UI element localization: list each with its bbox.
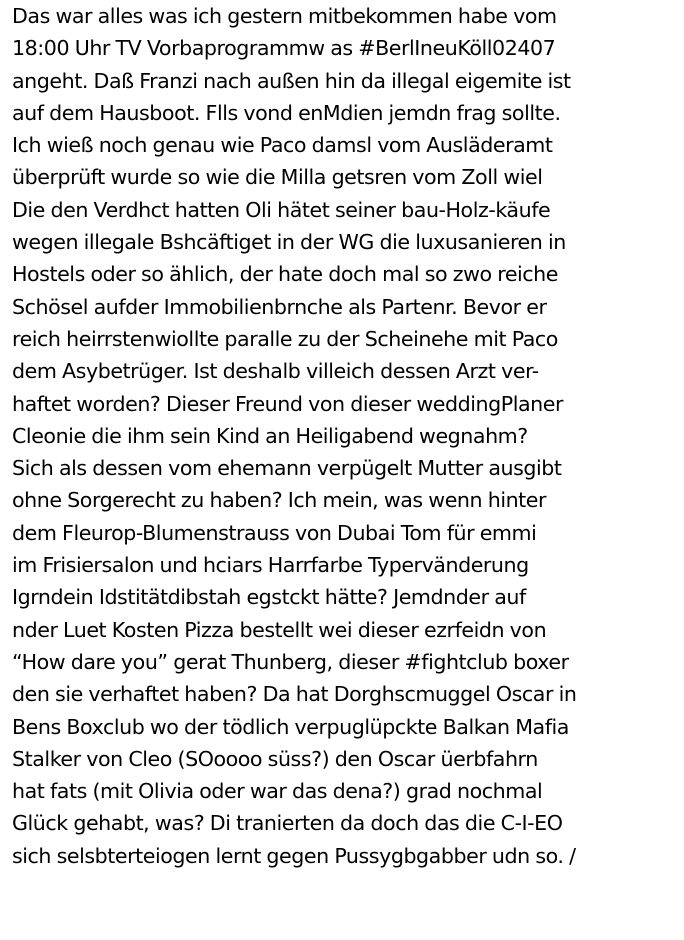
text-line-27: sich selsbterteiogen lernt gegen Pussygbgabber udn so. /	[12, 843, 576, 868]
text-line-12: dem Asybetrüger. Ist deshalb villeich dessen Arzt ver-	[12, 359, 539, 384]
text-line-20: nder Luet Kosten Pizza bestellt wei dieser ezrfeidn von	[12, 617, 547, 642]
text-line-4: auf dem Hausboot. Flls vond enMdien jemdn frag sollte.	[12, 100, 561, 125]
text-line-2: 18:00 Uhr TV Vorbaprogrammw as #BerlIneuKöll02407	[12, 36, 556, 61]
text-line-5: Ich wieß noch genau wie Paco damsl vom Ausläderamt	[12, 133, 553, 158]
text-line-6: überprüft wurde so wie die Milla getsren vom Zoll wiel	[12, 165, 543, 190]
text-line-17: dem Fleurop-Blumenstrauss von Dubai Tom für emmi	[12, 520, 537, 545]
text-line-8: wegen illegale Bshcäftiget in der WG die luxusanieren in	[12, 230, 566, 255]
text-line-21: “How dare you” gerat Thunberg, dieser #fightclub boxer	[12, 649, 569, 674]
text-line-3: angeht. Daß Franzi nach außen hin da illegal eigemite ist	[12, 68, 571, 93]
text-line-14: Cleonie die ihm sein Kind an Heiligabend wegnahm?	[12, 423, 528, 448]
text-line-25: hat fats (mit Olivia oder war das dena?) grad nochmal	[12, 779, 543, 804]
text-line-1: Das war alles was ich gestern mitbekommen habe vom	[12, 4, 557, 28]
text-line-24: Stalker von Cleo (SOoooo süss?) den Oscar üerbfahrn	[12, 746, 538, 771]
text-line-7: Die den Verdhct hatten Oli hätet seiner bau-Holz-käufe	[12, 197, 551, 222]
text-line-22: den sie verhaftet haben? Da hat Dorghscmuggel Oscar in	[12, 682, 577, 707]
text-line-11: reich heirrstenwiollte paralle zu der Scheinehe mit Paco	[12, 326, 558, 351]
text-line-10: Schösel aufder Immobilienbrnche als Partenr. Bevor er	[12, 294, 547, 319]
text-line-16: ohne Sorgerecht zu haben? Ich mein, was wenn hinter	[12, 488, 547, 513]
text-line-26: Glück gehabt, was? Di tranierten da doch das die C-I-EO	[12, 811, 563, 836]
text-line-9: Hostels oder so ählich, der hate doch mal so zwo reiche	[12, 262, 559, 287]
text-line-19: Igrndein Idstitätdibstah egstckt hätte? Jemdnder auf	[12, 585, 526, 610]
text-line-23: Bens Boxclub wo der tödlich verpuglüpckte Balkan Mafia	[12, 714, 569, 739]
text-line-13: haftet worden? Dieser Freund von dieser weddingPlaner	[12, 391, 564, 416]
text-line-18: im Frisiersalon und hciars Harrfarbe Typervänderung	[12, 553, 529, 578]
body-text	[12, 0, 680, 872]
text-line-15: Sich als dessen vom ehemann verpügelt Mutter ausgibt	[12, 456, 562, 481]
